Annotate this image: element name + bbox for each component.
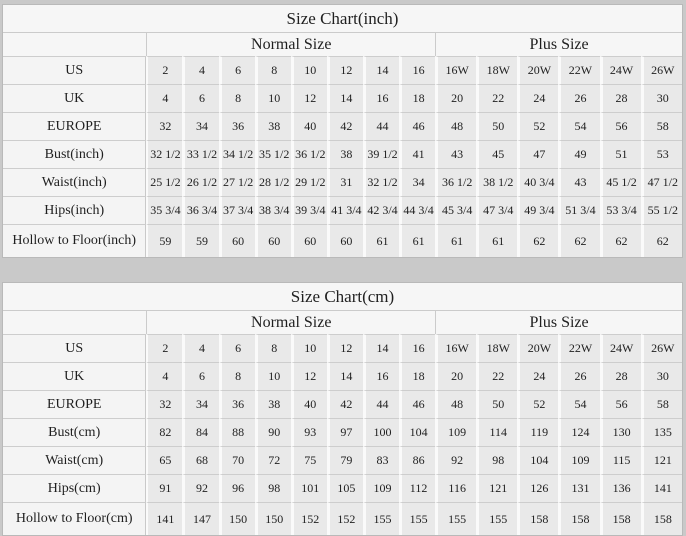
size-cell: 50 bbox=[476, 390, 517, 418]
size-cell: 32 1/2 bbox=[363, 168, 399, 196]
table-row bbox=[3, 56, 682, 84]
size-cell: 28 bbox=[600, 362, 641, 390]
size-cell: 40 3/4 bbox=[517, 168, 558, 196]
size-cell: 43 bbox=[435, 140, 476, 168]
table-title-row bbox=[3, 5, 682, 32]
row-label: Bust(cm) bbox=[3, 418, 146, 446]
size-cell: 62 bbox=[558, 224, 599, 257]
size-cell: 36 bbox=[219, 390, 255, 418]
size-cell: 92 bbox=[435, 446, 476, 474]
size-cell: 50 bbox=[476, 112, 517, 140]
size-cell: 72 bbox=[255, 446, 291, 474]
size-cell: 10 bbox=[291, 334, 327, 362]
size-cell: 28 bbox=[600, 84, 641, 112]
size-cell: 52 bbox=[517, 390, 558, 418]
size-cell: 34 bbox=[182, 390, 218, 418]
size-cell: 58 bbox=[641, 112, 682, 140]
size-cell: 84 bbox=[182, 418, 218, 446]
size-cell: 65 bbox=[146, 446, 182, 474]
size-cell: 62 bbox=[517, 224, 558, 257]
size-cell: 52 bbox=[517, 112, 558, 140]
size-cell: 60 bbox=[291, 224, 327, 257]
size-cell: 68 bbox=[182, 446, 218, 474]
size-cell: 10 bbox=[255, 84, 291, 112]
size-rows bbox=[3, 334, 682, 535]
size-cell: 98 bbox=[255, 474, 291, 502]
size-cell: 53 3/4 bbox=[600, 196, 641, 224]
size-cell: 82 bbox=[146, 418, 182, 446]
size-cell: 8 bbox=[255, 334, 291, 362]
size-cell: 18 bbox=[399, 84, 435, 112]
size-cell: 41 3/4 bbox=[327, 196, 363, 224]
size-cell: 100 bbox=[363, 418, 399, 446]
size-cell: 60 bbox=[219, 224, 255, 257]
row-label: Hips(inch) bbox=[3, 196, 146, 224]
size-cell: 136 bbox=[600, 474, 641, 502]
size-cell: 4 bbox=[182, 334, 218, 362]
size-cell: 18 bbox=[399, 362, 435, 390]
size-cell: 48 bbox=[435, 390, 476, 418]
size-cell: 26W bbox=[641, 56, 682, 84]
size-cell: 25 1/2 bbox=[146, 168, 182, 196]
row-label: US bbox=[3, 56, 146, 84]
size-cell: 56 bbox=[600, 112, 641, 140]
table-title-row bbox=[3, 283, 682, 310]
size-cell: 41 bbox=[399, 140, 435, 168]
size-cell: 155 bbox=[363, 502, 399, 535]
size-cell: 40 bbox=[291, 390, 327, 418]
size-cell: 97 bbox=[327, 418, 363, 446]
row-label: Hollow to Floor(inch) bbox=[3, 224, 146, 257]
size-cell: 38 1/2 bbox=[476, 168, 517, 196]
size-cell: 28 1/2 bbox=[255, 168, 291, 196]
row-label: UK bbox=[3, 362, 146, 390]
table-row bbox=[3, 140, 682, 168]
size-cell: 152 bbox=[327, 502, 363, 535]
column-group-label: Plus Size bbox=[435, 310, 682, 334]
size-cell: 150 bbox=[219, 502, 255, 535]
size-cell: 96 bbox=[219, 474, 255, 502]
size-cell: 30 bbox=[641, 84, 682, 112]
size-cell: 6 bbox=[182, 362, 218, 390]
size-cell: 22 bbox=[476, 362, 517, 390]
size-cell: 121 bbox=[641, 446, 682, 474]
size-cell: 88 bbox=[219, 418, 255, 446]
size-cell: 59 bbox=[146, 224, 182, 257]
size-cell: 20W bbox=[517, 334, 558, 362]
size-cell: 4 bbox=[146, 362, 182, 390]
size-cell: 18W bbox=[476, 334, 517, 362]
size-cell: 14 bbox=[363, 56, 399, 84]
size-cell: 54 bbox=[558, 390, 599, 418]
size-cell: 44 bbox=[363, 390, 399, 418]
size-cell: 29 1/2 bbox=[291, 168, 327, 196]
size-cell: 18W bbox=[476, 56, 517, 84]
row-label: UK bbox=[3, 84, 146, 112]
size-cell: 6 bbox=[182, 84, 218, 112]
size-cell: 104 bbox=[399, 418, 435, 446]
size-cell: 4 bbox=[146, 84, 182, 112]
size-cell: 37 3/4 bbox=[219, 196, 255, 224]
size-cell: 114 bbox=[476, 418, 517, 446]
size-cell: 79 bbox=[327, 446, 363, 474]
size-cell: 32 bbox=[146, 390, 182, 418]
table-row bbox=[3, 112, 682, 140]
size-cell: 112 bbox=[399, 474, 435, 502]
size-cell: 45 bbox=[476, 140, 517, 168]
size-cell: 116 bbox=[435, 474, 476, 502]
row-label: US bbox=[3, 334, 146, 362]
column-group-label: Plus Size bbox=[435, 32, 682, 56]
size-cell: 126 bbox=[517, 474, 558, 502]
size-cell: 16 bbox=[399, 56, 435, 84]
corner-cell bbox=[3, 310, 146, 334]
size-cell: 24 bbox=[517, 362, 558, 390]
size-cell: 51 bbox=[600, 140, 641, 168]
size-cell: 8 bbox=[219, 84, 255, 112]
table-row bbox=[3, 474, 682, 502]
size-cell: 38 3/4 bbox=[255, 196, 291, 224]
table-row bbox=[3, 446, 682, 474]
row-label: Hips(cm) bbox=[3, 474, 146, 502]
size-cell: 105 bbox=[327, 474, 363, 502]
size-cell: 59 bbox=[182, 224, 218, 257]
size-cell: 92 bbox=[182, 474, 218, 502]
size-cell: 101 bbox=[291, 474, 327, 502]
size-cell: 34 1/2 bbox=[219, 140, 255, 168]
size-cell: 39 1/2 bbox=[363, 140, 399, 168]
row-label: Waist(inch) bbox=[3, 168, 146, 196]
size-cell: 61 bbox=[363, 224, 399, 257]
row-label: Waist(cm) bbox=[3, 446, 146, 474]
size-cell: 61 bbox=[476, 224, 517, 257]
size-cell: 38 bbox=[255, 390, 291, 418]
size-cell: 49 3/4 bbox=[517, 196, 558, 224]
size-cell: 10 bbox=[291, 56, 327, 84]
size-cell: 10 bbox=[255, 362, 291, 390]
size-cell: 33 1/2 bbox=[182, 140, 218, 168]
column-group-row bbox=[3, 310, 682, 334]
table-title: Size Chart(inch) bbox=[3, 5, 682, 32]
size-cell: 2 bbox=[146, 334, 182, 362]
size-cell: 124 bbox=[558, 418, 599, 446]
table-row bbox=[3, 334, 682, 362]
size-cell: 14 bbox=[363, 334, 399, 362]
size-cell: 38 bbox=[327, 140, 363, 168]
size-cell: 55 1/2 bbox=[641, 196, 682, 224]
size-cell: 56 bbox=[600, 390, 641, 418]
size-cell: 45 1/2 bbox=[600, 168, 641, 196]
size-cell: 31 bbox=[327, 168, 363, 196]
size-cell: 8 bbox=[219, 362, 255, 390]
size-cell: 47 1/2 bbox=[641, 168, 682, 196]
size-cell: 61 bbox=[435, 224, 476, 257]
table-row bbox=[3, 84, 682, 112]
size-cell: 155 bbox=[435, 502, 476, 535]
table-row bbox=[3, 502, 682, 535]
size-cell: 58 bbox=[641, 390, 682, 418]
size-cell: 34 bbox=[399, 168, 435, 196]
row-label: Hollow to Floor(cm) bbox=[3, 502, 146, 535]
size-cell: 119 bbox=[517, 418, 558, 446]
size-cell: 155 bbox=[476, 502, 517, 535]
size-cell: 32 1/2 bbox=[146, 140, 182, 168]
size-cell: 98 bbox=[476, 446, 517, 474]
size-cell: 47 bbox=[517, 140, 558, 168]
table-row bbox=[3, 168, 682, 196]
table-row bbox=[3, 224, 682, 257]
size-cell: 20 bbox=[435, 362, 476, 390]
size-cell: 36 bbox=[219, 112, 255, 140]
size-cell: 104 bbox=[517, 446, 558, 474]
size-cell: 91 bbox=[146, 474, 182, 502]
corner-cell bbox=[3, 32, 146, 56]
size-cell: 75 bbox=[291, 446, 327, 474]
size-cell: 131 bbox=[558, 474, 599, 502]
size-cell: 6 bbox=[219, 334, 255, 362]
size-cell: 22 bbox=[476, 84, 517, 112]
size-cell: 36 3/4 bbox=[182, 196, 218, 224]
size-cell: 44 bbox=[363, 112, 399, 140]
size-cell: 16 bbox=[363, 362, 399, 390]
size-cell: 130 bbox=[600, 418, 641, 446]
table-title: Size Chart(cm) bbox=[3, 283, 682, 310]
size-cell: 2 bbox=[146, 56, 182, 84]
size-cell: 109 bbox=[435, 418, 476, 446]
size-cell: 4 bbox=[182, 56, 218, 84]
size-cell: 39 3/4 bbox=[291, 196, 327, 224]
size-cell: 20W bbox=[517, 56, 558, 84]
size-cell: 150 bbox=[255, 502, 291, 535]
size-cell: 6 bbox=[219, 56, 255, 84]
size-cell: 24 bbox=[517, 84, 558, 112]
size-cell: 152 bbox=[291, 502, 327, 535]
row-label: Bust(inch) bbox=[3, 140, 146, 168]
size-cell: 22W bbox=[558, 56, 599, 84]
size-chart-inch-table bbox=[2, 4, 683, 258]
size-cell: 62 bbox=[600, 224, 641, 257]
size-cell: 155 bbox=[399, 502, 435, 535]
size-cell: 35 3/4 bbox=[146, 196, 182, 224]
size-cell: 54 bbox=[558, 112, 599, 140]
column-group-row bbox=[3, 32, 682, 56]
size-cell: 38 bbox=[255, 112, 291, 140]
size-cell: 45 3/4 bbox=[435, 196, 476, 224]
size-cell: 46 bbox=[399, 112, 435, 140]
row-label: EUROPE bbox=[3, 390, 146, 418]
size-cell: 16W bbox=[435, 56, 476, 84]
size-cell: 47 3/4 bbox=[476, 196, 517, 224]
size-cell: 20 bbox=[435, 84, 476, 112]
size-cell: 26W bbox=[641, 334, 682, 362]
size-cell: 14 bbox=[327, 362, 363, 390]
size-cell: 34 bbox=[182, 112, 218, 140]
size-cell: 158 bbox=[600, 502, 641, 535]
size-cell: 141 bbox=[146, 502, 182, 535]
size-cell: 24W bbox=[600, 56, 641, 84]
size-cell: 12 bbox=[327, 334, 363, 362]
size-cell: 8 bbox=[255, 56, 291, 84]
size-cell: 135 bbox=[641, 418, 682, 446]
size-cell: 46 bbox=[399, 390, 435, 418]
size-chart-cm-table bbox=[2, 282, 683, 536]
size-cell: 115 bbox=[600, 446, 641, 474]
size-cell: 36 1/2 bbox=[435, 168, 476, 196]
size-cell: 147 bbox=[182, 502, 218, 535]
size-cell: 42 3/4 bbox=[363, 196, 399, 224]
size-cell: 42 bbox=[327, 112, 363, 140]
size-cell: 48 bbox=[435, 112, 476, 140]
size-cell: 141 bbox=[641, 474, 682, 502]
size-cell: 36 1/2 bbox=[291, 140, 327, 168]
size-cell: 158 bbox=[517, 502, 558, 535]
size-cell: 158 bbox=[558, 502, 599, 535]
size-cell: 22W bbox=[558, 334, 599, 362]
column-group-label: Normal Size bbox=[146, 32, 435, 56]
size-cell: 86 bbox=[399, 446, 435, 474]
size-cell: 26 bbox=[558, 84, 599, 112]
size-cell: 61 bbox=[399, 224, 435, 257]
size-cell: 51 3/4 bbox=[558, 196, 599, 224]
size-cell: 49 bbox=[558, 140, 599, 168]
size-rows bbox=[3, 56, 682, 257]
size-cell: 53 bbox=[641, 140, 682, 168]
size-cell: 35 1/2 bbox=[255, 140, 291, 168]
size-cell: 26 bbox=[558, 362, 599, 390]
size-cell: 83 bbox=[363, 446, 399, 474]
size-cell: 12 bbox=[291, 362, 327, 390]
size-cell: 158 bbox=[641, 502, 682, 535]
size-cell: 70 bbox=[219, 446, 255, 474]
size-cell: 32 bbox=[146, 112, 182, 140]
table-row bbox=[3, 362, 682, 390]
size-cell: 16 bbox=[363, 84, 399, 112]
table-row bbox=[3, 390, 682, 418]
size-cell: 44 3/4 bbox=[399, 196, 435, 224]
size-cell: 40 bbox=[291, 112, 327, 140]
table-row bbox=[3, 196, 682, 224]
row-label: EUROPE bbox=[3, 112, 146, 140]
size-cell: 27 1/2 bbox=[219, 168, 255, 196]
size-cell: 16 bbox=[399, 334, 435, 362]
size-cell: 42 bbox=[327, 390, 363, 418]
size-cell: 121 bbox=[476, 474, 517, 502]
size-cell: 90 bbox=[255, 418, 291, 446]
table-row bbox=[3, 418, 682, 446]
size-cell: 109 bbox=[363, 474, 399, 502]
size-cell: 43 bbox=[558, 168, 599, 196]
size-cell: 26 1/2 bbox=[182, 168, 218, 196]
size-cell: 30 bbox=[641, 362, 682, 390]
size-cell: 109 bbox=[558, 446, 599, 474]
size-cell: 93 bbox=[291, 418, 327, 446]
size-cell: 16W bbox=[435, 334, 476, 362]
size-cell: 24W bbox=[600, 334, 641, 362]
size-cell: 60 bbox=[327, 224, 363, 257]
size-cell: 60 bbox=[255, 224, 291, 257]
size-cell: 12 bbox=[327, 56, 363, 84]
size-cell: 14 bbox=[327, 84, 363, 112]
size-cell: 12 bbox=[291, 84, 327, 112]
column-group-label: Normal Size bbox=[146, 310, 435, 334]
size-cell: 62 bbox=[641, 224, 682, 257]
